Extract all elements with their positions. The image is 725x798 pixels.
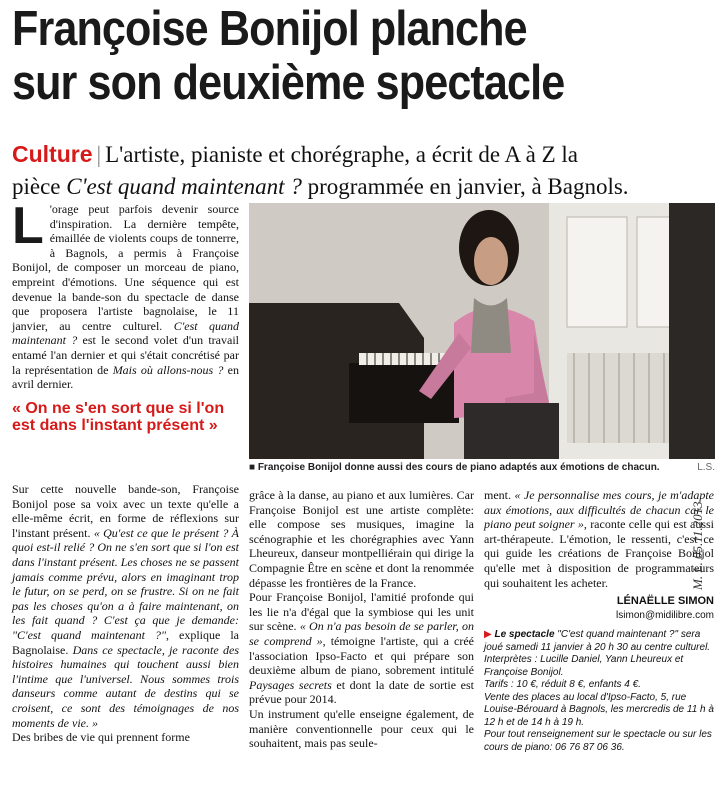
article-column-2: [249, 488, 474, 751]
col2-paragraph-3: , témoigne l'artiste, qui a créé l'association Ipso-Facto et qui prépare son deuxième album de piano, sobrement intitulé: [249, 633, 474, 678]
col2-quote: « On n'a pas besoin de se parler, on se comprend »: [249, 619, 474, 648]
handwritten-annotation: M. L. 05.11.2013: [690, 501, 705, 590]
caption-bullet: ■: [249, 462, 258, 473]
kicker-line-1: L'artiste, pianiste et chorégraphe, a écrit de A à Z la: [105, 142, 578, 167]
col2-paragraph-2: Pour Françoise Bonijol, l'amitié profonde qui les lie n'a d'égal que la symbiose qui les unit sur scène.: [249, 590, 474, 634]
intro-text: 'orage peut parfois devenir source d'inspiration. La dernière tempête, émaillée de violents coups de tonnerre, à Bagnols, a permis à Françoise Bonijol, de composer un morceau de piano, empreint d'émotions. Une séquence qui est devenue la bande-son du spectacle de danse que proposera l'artiste bagnolaise, le 11 janvier, au centre culturel.: [12, 202, 239, 333]
col3-paragraph-2: , raconte celle qui est aussi art-thérapeute. L'émotion, le ressenti, c'est ce qui guide les créations de Françoise Bonijol qu'elle met à disposition de programmateurs qui souhaitent les acheter.: [484, 517, 714, 590]
info-tarifs: Tarifs : 10 €, réduit 8 €, enfants 4 €.: [484, 679, 641, 691]
intro-title-2: Mais où allons-nous ?: [112, 362, 224, 377]
kicker-separator: |: [96, 142, 102, 167]
col3-paragraph-1: ment.: [484, 488, 515, 502]
info-label: Le spectacle: [494, 629, 555, 641]
photo-credit: L.S.: [697, 462, 715, 473]
info-text: "C'est quand maintenant ?" sera joué samedi 11 janvier à 20 h 30 au centre culturel. Interprètes : Lucille Daniel, Yann Lheureux et Françoise Bonijol.: [484, 629, 711, 678]
col2-paragraph-5: Un instrument qu'elle enseigne également, de manière conventionnelle pour ceux qui le souhaitent, mais pas seule-: [249, 706, 474, 751]
intro-end: en avril dernier.: [12, 362, 239, 392]
col2-album-title: Paysages secrets: [249, 677, 332, 692]
col1-paragraph-2: , explique la Bagnolaise.: [12, 627, 239, 657]
caption-text: Françoise Bonijol donne aussi des cours de piano adaptés aux émotions de chacun.: [257, 462, 660, 473]
col1-quote-1: « Qu'est ce que le présent ? À quoi est-il relié ? On ne s'en sort que si l'on est dans l'instant présent. Les choses ne se passent jamais comme prévu, alors en imaginant trop le futur, on se perd, on se frustre. Si on ne fait pas les choses qu'on a à faire maintenant, on les fait quand ? C'est ça que je demande: "C'est quand maintenant ?": [12, 525, 239, 642]
col2-paragraph-4: et dont la date de sortie est prévue pour 2014.: [249, 677, 474, 707]
intro-title: C'est quand maintenant ?: [12, 318, 239, 348]
info-box: [484, 629, 714, 754]
headline: [12, 2, 632, 110]
triangle-bullet-icon: ▶: [484, 629, 495, 641]
pianist-photo-illustration: [249, 203, 715, 459]
author-email: lsimon@midilibre.com: [616, 609, 714, 621]
headline-line-2: sur son deuxième spectacle: [12, 56, 565, 110]
article-photo: [249, 203, 715, 459]
col1-quote-2: Dans ce spectacle, je raconte des histoires humaines qui touchent aussi bien l'intime que l'universel. Nous sommes trois danseurs comme autant de destins qui se croisent, ce sont des témoignages de nos moments de vie. »: [12, 642, 239, 730]
kicker-line-2-pre: pièce: [12, 174, 67, 199]
col3-quote: « Je personnalise mes cours, je m'adapte aux émotions, aux difficultés de chacun car le piano peut soigner »: [484, 488, 714, 532]
col1-end: Des bribes de vie qui prennent forme: [12, 730, 190, 745]
col1-paragraph-1: Sur cette nouvelle bande-son, Françoise Bonijol pose sa voix avec un texte qu'elle a elle-même écrit, en forme de réflexions sur l'instant présent.: [12, 482, 239, 540]
col2-paragraph-1: grâce à la danse, au piano et aux lumières. Car Françoise Bonijol est une artiste complète: elle compose ses musiques, imagine la scénographie et les chorégraphies avec Yann Lheureux, danseur montpelliérain qui dirige la Compagnie Être en scène et dont la renommée dépasse les frontières de la France.: [249, 488, 474, 590]
section-tag: Culture: [12, 141, 93, 167]
info-contact: Pour tout renseignement sur le spectacle ou sur les cours de piano: 06 76 87 06 36.: [484, 729, 712, 753]
intro-continued: est le second volet d'un travail entamé l'an dernier et qui s'était concrétisé par la représentation de: [12, 333, 239, 377]
info-vente: Vente des places au local d'Ipso-Facto, 5, rue Louise-Bérouard à Bagnols, les mercredis de 11 h à 12 h et de 14 h à 19 h.: [484, 691, 714, 728]
pull-quote: « On ne s'en sort que si l'on est dans l'instant présent »: [12, 399, 225, 434]
article-column-3: [484, 488, 714, 754]
kicker: [12, 138, 717, 203]
kicker-show-title: C'est quand maintenant ?: [66, 174, 302, 199]
article-column-1-top: [12, 197, 239, 440]
article-column-1-bottom: [12, 482, 239, 745]
kicker-line-2-post: programmée en janvier, à Bagnols.: [301, 174, 629, 199]
author-byline: LÉNAËLLE SIMON: [616, 595, 714, 608]
headline-line-1: Françoise Bonijol planche: [12, 2, 527, 56]
photo-caption: [249, 462, 715, 473]
drop-cap: L: [12, 197, 44, 255]
